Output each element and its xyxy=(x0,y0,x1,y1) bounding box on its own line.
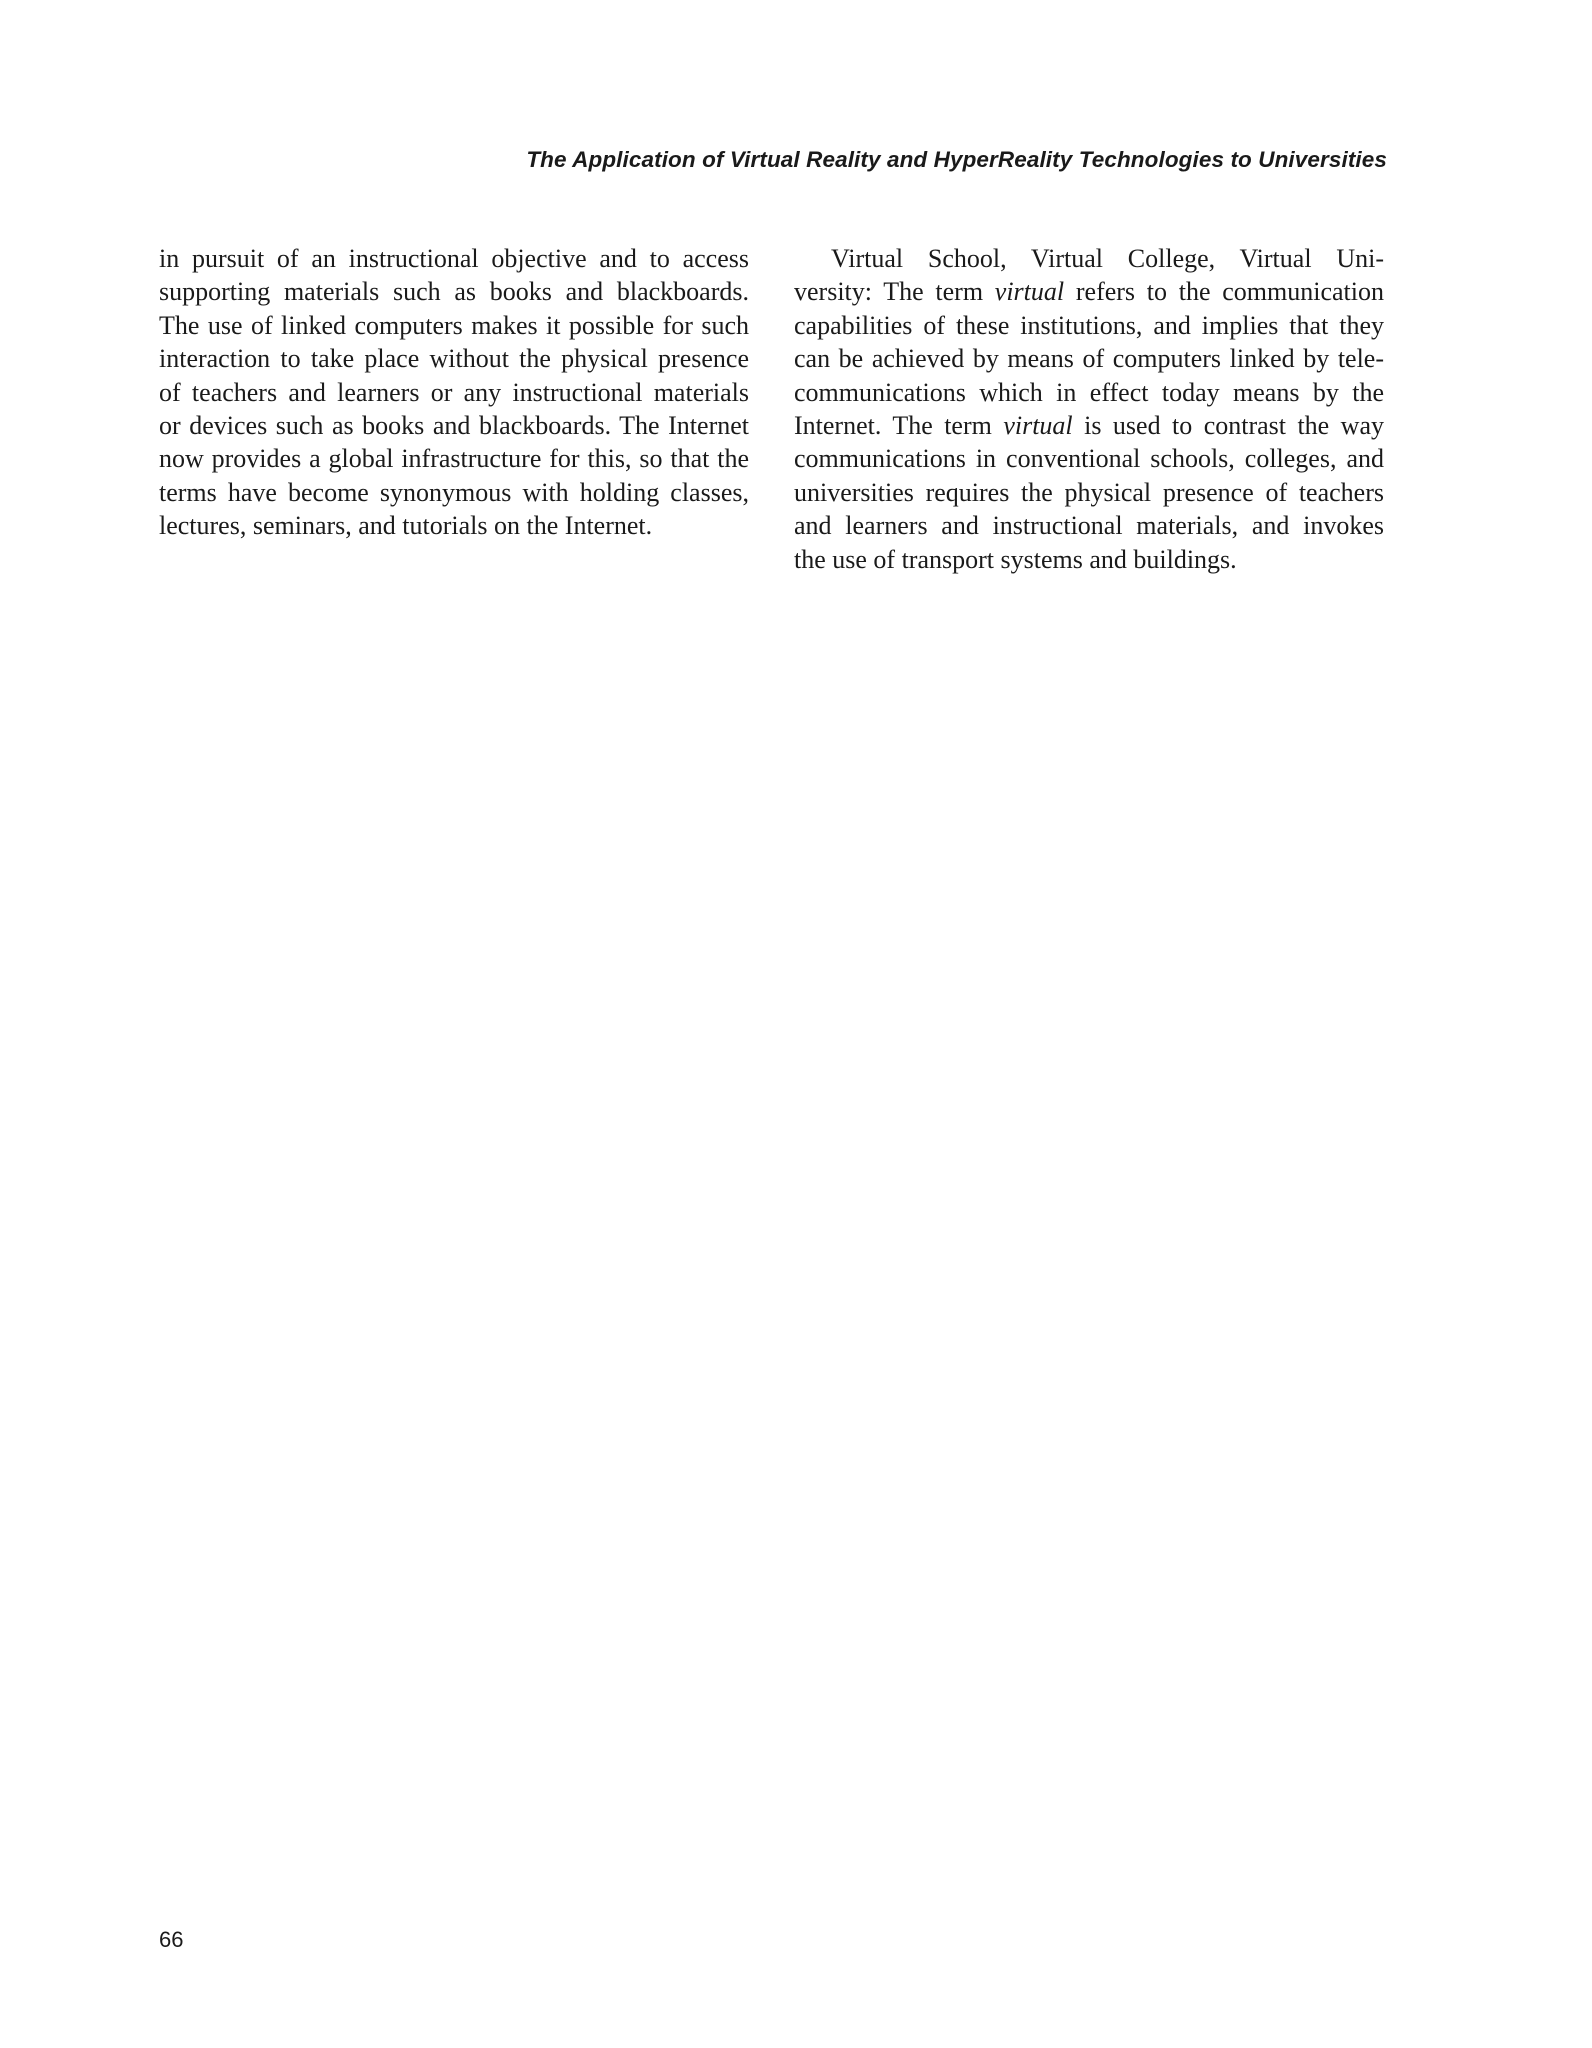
italic-term: virtual xyxy=(994,277,1065,307)
body-text-line: can be achieved by means of computers linked by tele- xyxy=(794,344,1384,374)
italic-term: virtual xyxy=(1003,410,1073,440)
running-header: The Application of Virtual Reality and HyperReality Technologies to Universities xyxy=(526,147,1387,172)
text-run: is used to contrast the way xyxy=(1072,410,1384,440)
body-text-line: terms have become synonymous with holding classes, xyxy=(159,477,749,507)
body-text-line: communications in conventional schools, colleges, and xyxy=(794,444,1384,474)
body-text-line: interaction to take place without the physical presence xyxy=(159,344,749,374)
text-run: refers to the communication xyxy=(1064,277,1384,307)
body-text-line: supporting materials such as books and blackboards. xyxy=(159,277,749,307)
right-column xyxy=(794,242,1384,576)
body-text-line xyxy=(794,275,1384,308)
body-text-line: The use of linked computers makes it possible for such xyxy=(159,310,749,340)
text-run: versity: The term xyxy=(794,277,995,307)
body-text-line xyxy=(794,409,1384,442)
body-text-line: capabilities of these institutions, and implies that they xyxy=(794,310,1384,340)
body-text-line: the use of transport systems and buildings. xyxy=(794,544,1237,574)
body-text-line: universities requires the physical presence of teachers xyxy=(794,477,1384,507)
body-text-line: communications which in effect today means by the xyxy=(794,377,1384,407)
body-text-line: in pursuit of an instructional objective and to access xyxy=(159,244,749,273)
body-text-line: lectures, seminars, and tutorials on the Internet. xyxy=(159,511,653,541)
left-column xyxy=(159,242,749,543)
body-text-line: of teachers and learners or any instructional materials xyxy=(159,377,749,407)
text-run: Internet. The term xyxy=(794,410,1004,440)
body-text-line: or devices such as books and blackboards. The Internet xyxy=(159,410,749,440)
body-text-line: and learners and instructional materials, and invokes xyxy=(794,511,1384,541)
body-text-line: now provides a global infrastructure for this, so that the xyxy=(159,444,749,474)
page-number: 66 xyxy=(159,1927,184,1952)
body-text-line: Virtual School, Virtual College, Virtual Uni- xyxy=(831,244,1384,273)
